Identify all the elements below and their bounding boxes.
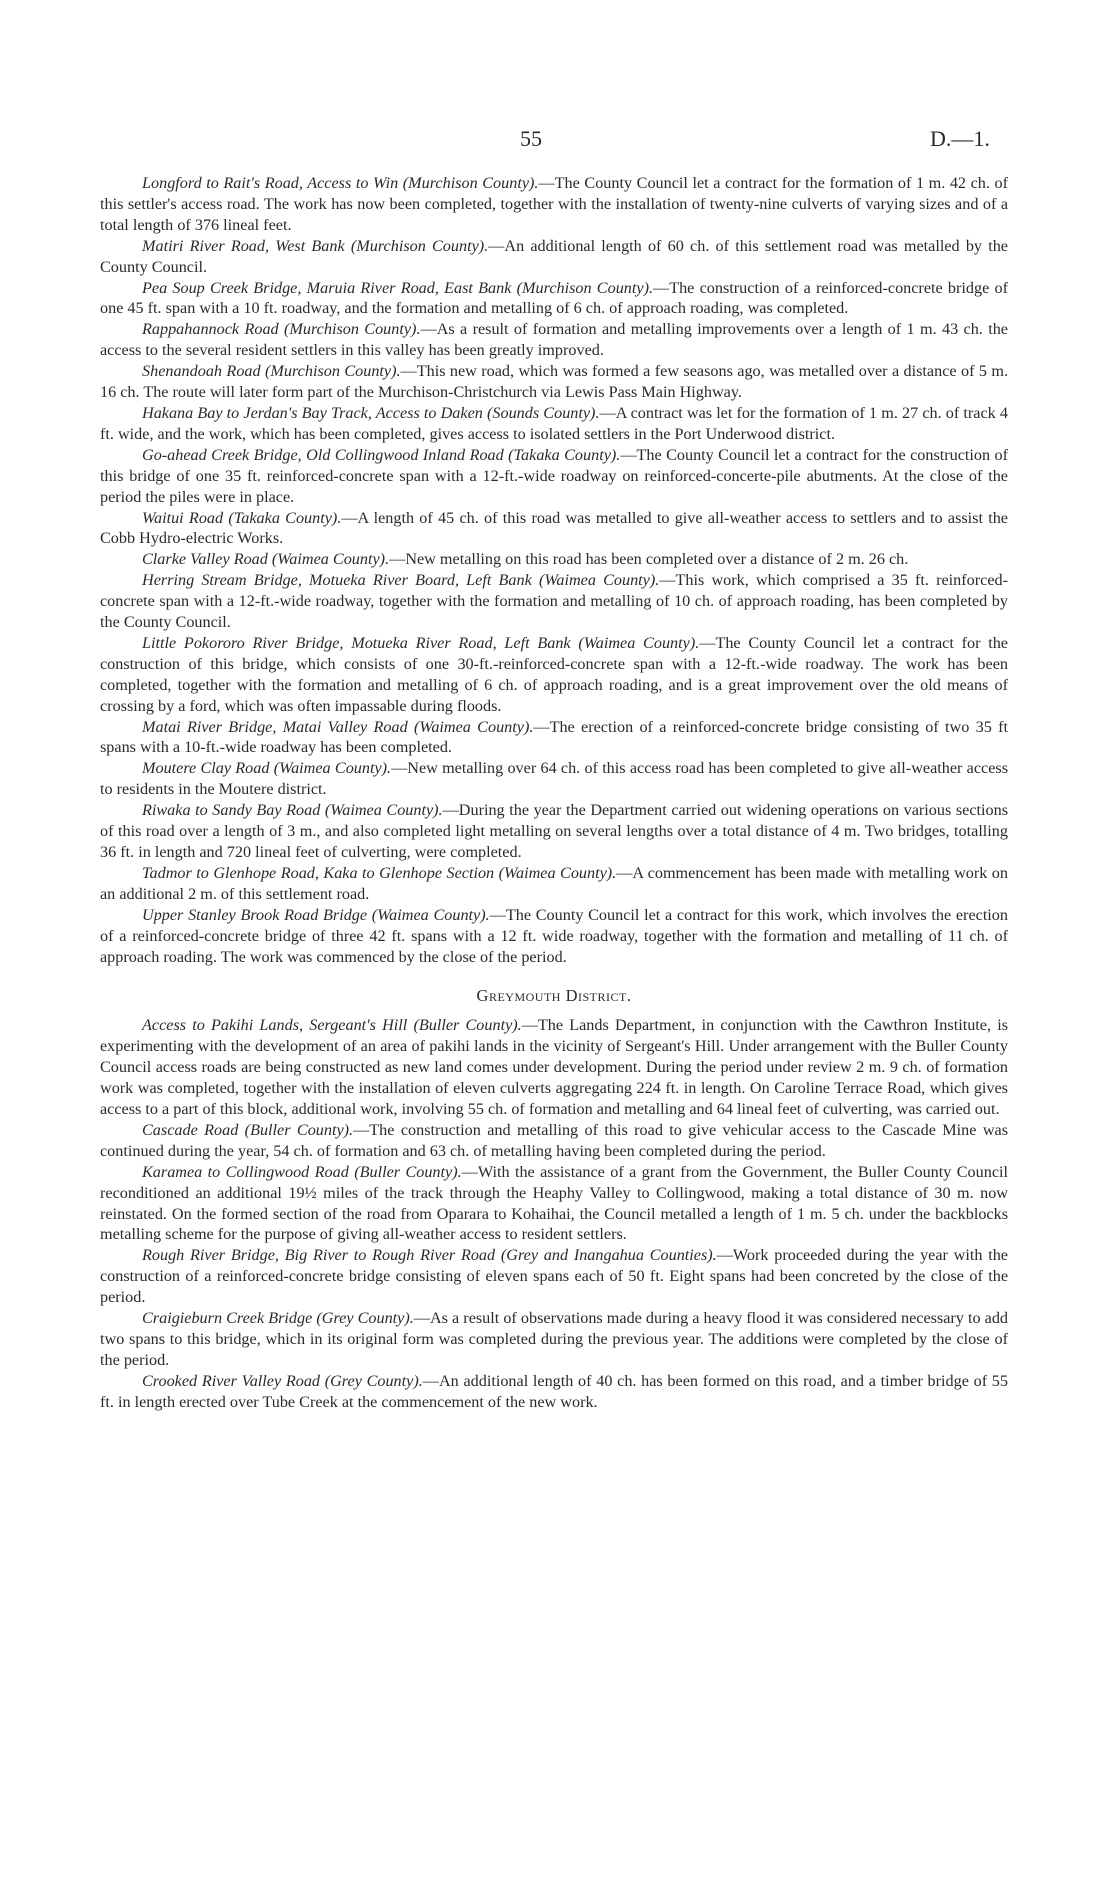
paragraph-title: Go-ahead Creek Bridge, Old Collingwood Inland Road (Takaka County). (142, 445, 621, 464)
paragraph-text: —The County Council let a contract for the formation of 1 m. 42 ch. of this settler's access road. The work has now been completed, together with the installation of twenty-nine culverts of varying sizes and of a total length of 376 lineal feet. (100, 174, 1008, 234)
paragraph (100, 863, 1008, 905)
paragraph (100, 403, 1008, 445)
paragraph-title: Matiri River Road, West Bank (Murchison County). (142, 236, 489, 255)
paragraph-title: Cascade Road (Buller County). (142, 1120, 354, 1139)
paragraph (100, 1162, 1008, 1246)
paragraph-text: —A contract was let for the formation of 1 m. 27 ch. of track 4 ft. wide, and the work, which has been completed, gives access to isolated settlers in the Port Underwood district. (100, 403, 1008, 443)
paragraph-title: Craigieburn Creek Bridge (Grey County). (142, 1309, 414, 1328)
paragraph (100, 1371, 1008, 1413)
paragraph (100, 361, 1008, 403)
paragraph-text: —During the year the Department carried out widening operations on various sections of this road over a length of 3 m., and also completed light metalling on several lengths over a total distance of 4 m. Two bridges, totalling 36 ft. in length and 720 lineal feet of culverting, were completed. (100, 801, 1009, 861)
paragraph (100, 508, 1008, 550)
paragraph-title: Matai River Bridge, Matai Valley Road (Waimea County). (142, 717, 534, 736)
paragraph-title: Karamea to Collingwood Road (Buller County). (142, 1162, 462, 1181)
paragraph (100, 758, 1008, 800)
paragraph-text: —This work, which comprised a 35 ft. reinforced-concrete span with a 12-ft.-wide roadway, together with the formation and metalling of 10 ch. of approach roading, has been completed by the County Council. (100, 571, 1008, 632)
paragraph-title: Hakana Bay to Jerdan's Bay Track, Access to Daken (Sounds County). (142, 403, 600, 422)
paragraph-text: —The construction and metalling of this road to give vehicular access to the Cascade Mine was continued during the year, 54 ch. of formation and 63 ch. of metalling having been completed during the period. (100, 1120, 1008, 1160)
paragraph-title: Shenandoah Road (Murchison County). (142, 362, 401, 381)
paragraph-title: Riwaka to Sandy Bay Road (Waimea County). (142, 801, 443, 820)
paragraph (100, 445, 1008, 508)
paragraph-text: —The County Council let a contract for the construction of this bridge of one 35 ft. reinforced-concrete span with a 12-ft.-wide roadway on reinforced-concerte-pile abutments. At the close of the period the piles were in place. (100, 445, 1008, 506)
paragraph-title: Access to Pakihi Lands, Sergeant's Hill (Buller County). (142, 1016, 522, 1035)
paragraph (100, 173, 1008, 236)
paragraph-title: Waitui Road (Takaka County). (142, 508, 342, 527)
paragraph (100, 717, 1008, 759)
paragraph-title: Upper Stanley Brook Road Bridge (Waimea County). (142, 905, 490, 924)
paragraph (100, 549, 1008, 570)
section-heading: Greymouth District. (476, 986, 632, 1006)
paragraph (100, 1015, 1008, 1120)
paragraph (100, 1245, 1008, 1308)
paragraph-title: Crooked River Valley Road (Grey County). (142, 1371, 423, 1390)
paragraph-text: —With the assistance of a grant from the Government, the Buller County Council reconditioned an additional 19½ miles of the track through the Heaphy Valley to Collingwood, making a total distance of 30 m. now reinstated. On the formed section of the road from Oparara to Kohaihai, the Council metalled a length of 1 m. 5 ch. under the backblocks metalling scheme for the purpose of giving all-weather access to resident settlers. (100, 1162, 1008, 1244)
paragraph-text: —The County Council let a contract for the construction of this bridge, which consists of one 30-ft.-reinforced-concrete span with a 12-ft.-wide roadway. The work has been completed, together with the formation and metalling of 6 ch. of approach roading, and is a great improvement over the old means of crossing by a ford, which was often impassable during floods. (100, 633, 1008, 715)
paragraph-text: —An additional length of 60 ch. of this settlement road was metalled by the County Council. (100, 236, 1008, 276)
paragraph (100, 1308, 1008, 1371)
paragraph-text: —The County Council let a contract for this work, which involves the erection of a reinforced-concrete bridge of three 42 ft. spans with a 12 ft. wide roadway, together with the formation and metalling of 11 ch. of approach roading. The work was commenced by the close of the period. (100, 905, 1008, 966)
paragraph-text: —New metalling over 64 ch. of this access road has been completed to give all-weather access to residents in the Moutere district. (100, 759, 1008, 799)
paragraph (100, 278, 1008, 320)
document-reference: D.—1. (930, 126, 990, 151)
page-number: 55 (520, 126, 542, 151)
paragraph-title: Rappahannock Road (Murchison County). (142, 320, 421, 339)
document-body (100, 173, 1008, 1413)
paragraph (100, 905, 1008, 968)
paragraph-title: Moutere Clay Road (Waimea County). (142, 759, 392, 778)
paragraph-text: —As a result of formation and metalling improvements over a length of 1 m. 43 ch. the access to the several resident settlers in this valley has been greatly improved. (100, 320, 1008, 360)
paragraph-text: —A commencement has been made with metalling work on an additional 2 m. of this settlement road. (100, 863, 1008, 903)
paragraph (100, 319, 1008, 361)
paragraph (100, 800, 1008, 863)
paragraph-title: Little Pokororo River Bridge, Motueka River Road, Left Bank (Waimea County). (142, 633, 700, 652)
paragraph-title: Tadmor to Glenhope Road, Kaka to Glenhope Section (Waimea County). (142, 863, 617, 882)
paragraph-text: —As a result of observations made during a heavy flood it was considered necessary to add two spans to this bridge, which in its original form was completed during the previous year. The additions were completed by the close of the period. (100, 1309, 1009, 1369)
paragraph-text: —This new road, which was formed a few seasons ago, was metalled over a distance of 5 m. 16 ch. The route will later form part of the Murchison-Christchurch via Lewis Pass Main Highway. (100, 362, 1008, 402)
paragraph-text: —A length of 45 ch. of this road was metalled to give all-weather access to settlers and to assist the Cobb Hydro-electric Works. (100, 508, 1008, 548)
paragraph-text: —The Lands Department, in conjunction with the Cawthron Institute, is experimenting with the development of an area of pakihi lands in the vicinity of Sergeant's Hill. Under arrangement with the Buller County Council access roads are being constructed as new land comes under development. During the period under review 2 m. 9 ch. of formation work was completed, together with the installation of eleven culverts aggregating 224 ft. in length. On Caroline Terrace Road, which gives access to a part of this block, additional work, involving 55 ch. of formation and metalling and 64 lineal feet of culverting, was carried out. (100, 1016, 1008, 1118)
paragraph-text: —The erection of a reinforced-concrete bridge consisting of two 35 ft spans with a 10-ft.-wide roadway has been completed. (100, 717, 1008, 757)
paragraph-text: —New metalling on this road has been completed over a distance of 2 m. 26 ch. (389, 550, 909, 569)
paragraph (100, 236, 1008, 278)
paragraph-title: Rough River Bridge, Big River to Rough River Road (Grey and Inangahua Counties). (142, 1246, 717, 1265)
paragraph (100, 633, 1008, 717)
paragraph-title: Herring Stream Bridge, Motueka River Board, Left Bank (Waimea County). (142, 571, 660, 590)
paragraph-text: —Work proceeded during the year with the construction of a reinforced-concrete bridge consisting of eleven spans each of 50 ft. Eight spans had been concreted by the close of the period. (100, 1246, 1008, 1307)
paragraph-text: —An additional length of 40 ch. has been formed on this road, and a timber bridge of 55 ft. in length erected over Tube Creek at the commencement of the new work. (100, 1371, 1008, 1411)
paragraph-title: Clarke Valley Road (Waimea County). (142, 550, 390, 569)
paragraph-title: Pea Soup Creek Bridge, Maruia River Road, East Bank (Murchison County). (142, 278, 654, 297)
paragraph-title: Longford to Rait's Road, Access to Win (Murchison County). (142, 174, 539, 192)
paragraph-text: —The construction of a reinforced-concrete bridge of one 45 ft. span with a 10 ft. roadway, and the formation and metalling of 6 ch. of approach roading, was completed. (100, 278, 1008, 318)
paragraph (100, 570, 1008, 633)
paragraph (100, 1120, 1008, 1162)
